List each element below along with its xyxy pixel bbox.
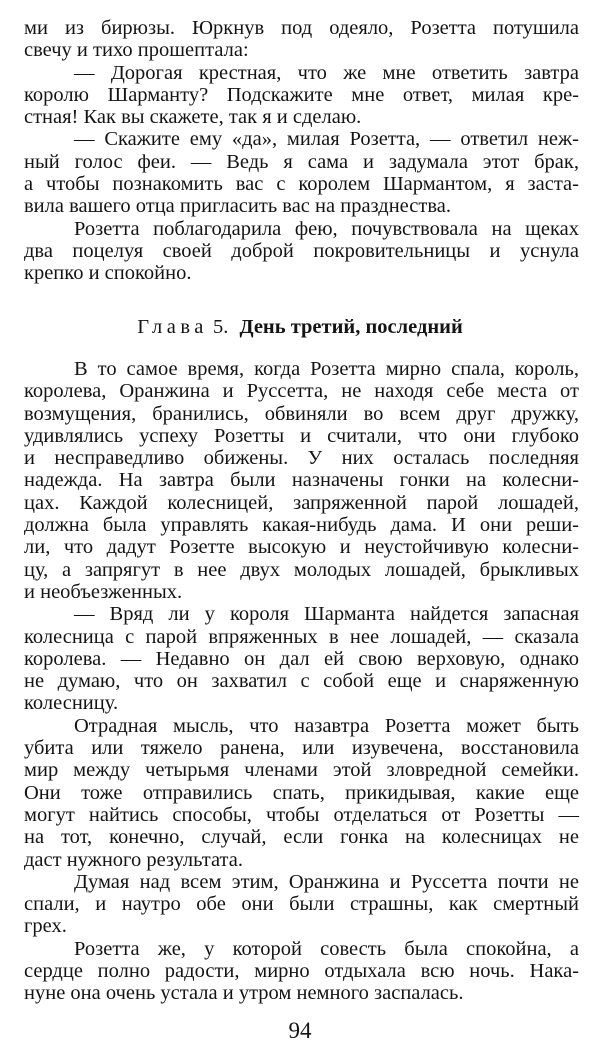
text-line: вила вашего отца пригласить вас на празднества.: [24, 195, 451, 218]
text-line: королю Шарманту? Подскажите мне ответ, милая кре-: [24, 83, 579, 106]
text-line: могут найтись способы, чтобы отделаться от Розетты —: [24, 803, 579, 826]
text-line: ный голос феи. — Ведь я сама и задумала этот брак,: [24, 150, 579, 173]
text-line: мир между четырьмя членами этой зловредной семейки.: [24, 759, 579, 782]
text-line: два поцелуя своей доброй покровительницы и уснула: [24, 239, 579, 262]
text-line: ли, что дадут Розетте высокую и неустойчивую колесни-: [24, 536, 579, 559]
text-line: В то самое время, когда Розетта мирно спала, король,: [74, 358, 579, 380]
text-line: Розетта поблагодарила фею, почувствовала на щеках: [74, 217, 579, 240]
text-line: и необъезженных.: [24, 580, 183, 603]
text-block-chapter-body: [24, 358, 579, 1005]
text-line: а чтобы познакомить вас с королем Шармантом, я заста-: [24, 173, 579, 196]
text-line: цу, а запрягут в нее двух молодых лошадей, брыкливых: [24, 558, 579, 581]
text-line: грех.: [24, 915, 67, 938]
text-line: крепко и спокойно.: [24, 262, 192, 285]
text-line: спали, и наутро обе они были страшны, как смертный: [24, 893, 579, 916]
text-line: нуне она очень устала и утром немного заспалась.: [24, 982, 464, 1005]
chapter-title: День третий, последний: [239, 316, 463, 338]
text-line: Розетта же, у которой совесть была спокойна, а: [74, 937, 579, 960]
text-line: — Вряд ли у короля Шарманта найдется запасная: [74, 603, 579, 626]
text-line: удивлялись успеху Розетты и считали, что они глубоко: [24, 424, 579, 447]
chapter-number: 5.: [212, 316, 229, 338]
text-line: цах. Каждой колесницей, запряженной парой лошадей,: [24, 491, 579, 514]
text-line: на тот, конечно, случай, если гонка на колесницах не: [24, 826, 579, 849]
text-line: — Скажите ему «да», милая Розетта, — ответил неж-: [74, 128, 579, 151]
text-line: возмущения, бранились, обвиняли во всем друг дружку,: [24, 402, 579, 425]
text-line: свечу и тихо прошептала:: [24, 39, 249, 62]
text-line: королева. — Недавно он дал ей свою верховую, однако: [24, 647, 579, 670]
text-line: — Дорогая крестная, что же мне ответить завтра: [74, 61, 579, 84]
text-line: даст нужного результата.: [24, 848, 243, 871]
text-line: надежда. На завтра были назначены гонки на колесни-: [24, 469, 579, 492]
text-line: колесница с парой впряженных в нее лошадей, — сказала: [24, 625, 579, 648]
text-line: сердце полно радости, мирно отдыхала всю ночь. Нака-: [24, 960, 579, 983]
text-line: Они тоже отправились спать, прикидывая, какие еще: [24, 781, 579, 804]
text-line: Думая над всем этим, Оранжина и Руссетта почти не: [74, 870, 579, 893]
text-line: и несправедливо обижены. У них осталась последняя: [24, 447, 579, 470]
chapter-heading: [0, 314, 600, 340]
text-line: стная! Как вы скажете, так я и сделаю.: [24, 106, 362, 129]
page-number: 94: [288, 1018, 312, 1043]
text-line: не думаю, что он захватил с собой еще и снаряженную: [24, 670, 579, 693]
text-line: королева, Оранжина и Руссетта, не находя себе места от: [24, 380, 579, 403]
text-line: Отрадная мысль, что назавтра Розетта может быть: [74, 714, 579, 737]
text-line: ми из бирюзы. Юркнув под одеяло, Розетта потушила: [24, 17, 579, 39]
text-block-previous-chapter-ending: [24, 17, 579, 285]
text-line: убита или тяжело ранена, или изувечена, восстановила: [24, 737, 579, 760]
text-line: колесницу.: [24, 692, 119, 715]
chapter-label: Глава: [137, 316, 208, 338]
text-line: должна была управлять какая-нибудь дама. И они реши-: [24, 514, 579, 537]
